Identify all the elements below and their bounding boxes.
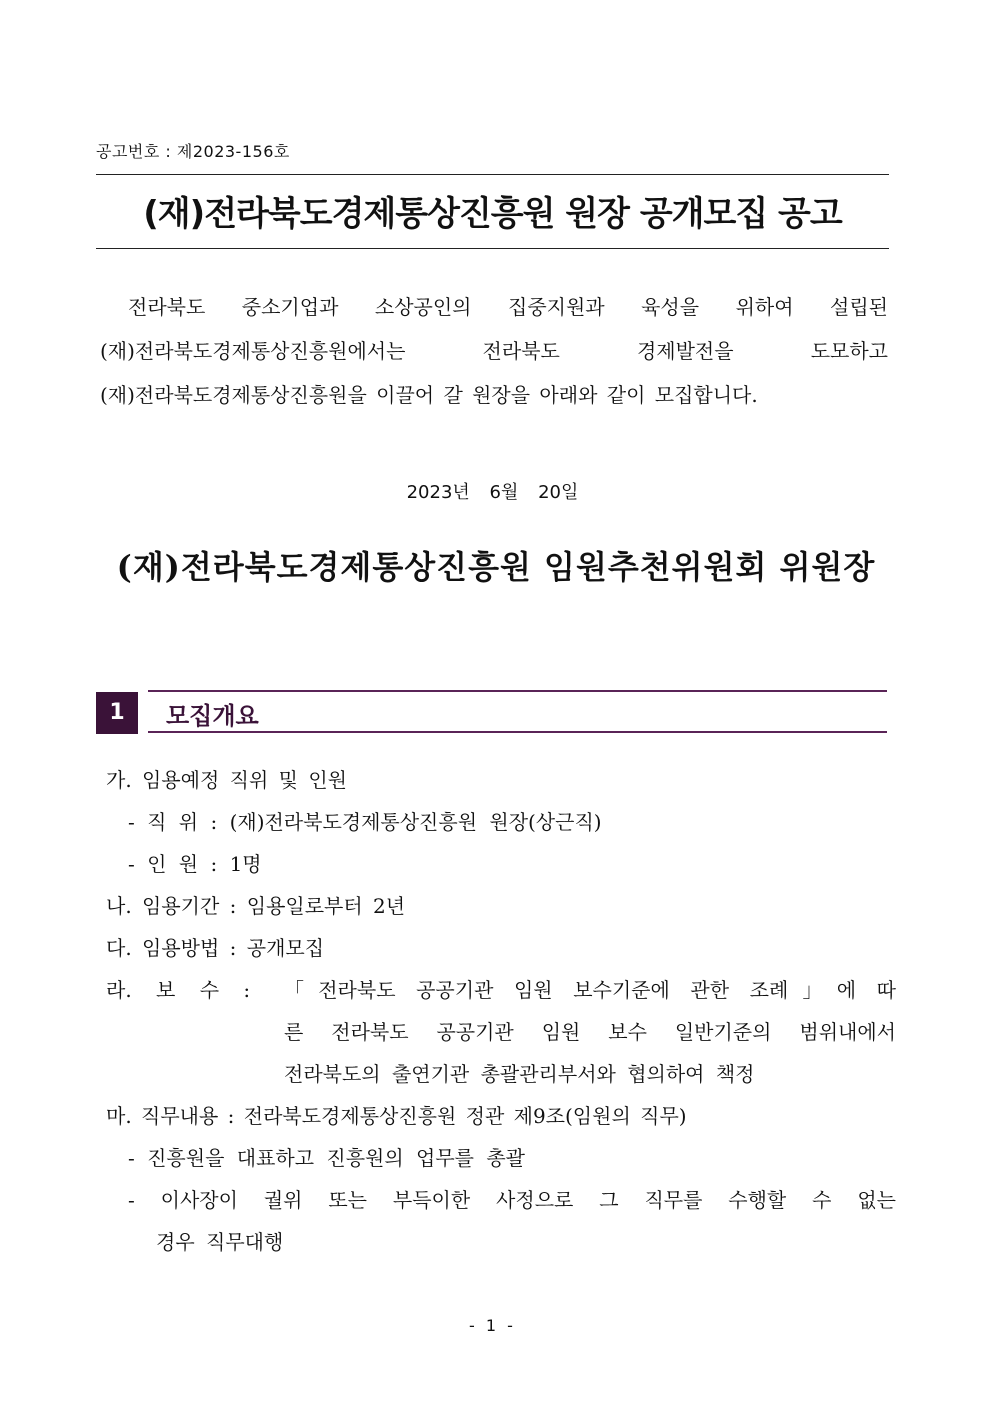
signer: (재)전라북도경제통상진흥원 임원추천위원회 위원장: [116, 548, 876, 586]
item-ra-line-3: 전라북도의 출연기관 총괄관리부서와 협의하여 책정: [284, 1062, 755, 1086]
intro-line-2: (재)전라북도경제통상진흥원에서는 전라북도 경제발전을 도모하고: [100, 339, 888, 363]
page-number: - 1 -: [469, 1316, 516, 1335]
notice-date: 2023년 6월 20일: [406, 482, 579, 503]
item-ra-line-2: 른 전라북도 공공기관 임원 보수 일반기준의 범위내에서: [284, 1020, 896, 1044]
item-da: 다. 임용방법 : 공개모집: [106, 936, 325, 960]
intro-line-3: (재)전라북도경제통상진흥원을 이끌어 갈 원장을 아래와 같이 모집합니다.: [100, 383, 758, 407]
item-ma: 마. 직무내용 : 전라북도경제통상진흥원 정관 제9조(임원의 직무): [106, 1104, 687, 1128]
section-header: [96, 690, 887, 734]
title-rule-bottom: [96, 248, 889, 249]
item-ma-duty-2-cont: 경우 직무대행: [156, 1230, 284, 1254]
intro-line-1: 전라북도 중소기업과 소상공인의 집중지원과 육성을 위하여 설립된: [128, 295, 888, 319]
intro-paragraph: [100, 285, 888, 417]
section-title: 모집개요: [166, 702, 259, 730]
item-ga: 가. 임용예정 직위 및 인원: [106, 768, 347, 792]
item-ga-position: - 직 위 : (재)전라북도경제통상진흥원 원장(상근직): [128, 810, 602, 834]
title-rule-top: [96, 174, 889, 175]
section-rule-bottom: [148, 731, 887, 733]
item-ra-line-1: 「전라북도 공공기관 임원 보수기준에 관한 조례」에 따: [284, 978, 896, 1002]
item-ra-label: 라. 보 수 :: [106, 978, 251, 1002]
section-rule-top: [148, 690, 887, 692]
item-ma-duty-2: - 이사장이 궐위 또는 부득이한 사정으로 그 직무를 수행할 수 없는: [128, 1188, 896, 1212]
section-number: 1: [96, 692, 138, 734]
item-ga-count: - 인 원 : 1명: [128, 852, 262, 876]
notice-number: 공고번호 : 제2023-156호: [96, 142, 290, 161]
item-na: 나. 임용기간 : 임용일로부터 2년: [106, 894, 406, 918]
item-ma-duty-1: - 진흥원을 대표하고 진흥원의 업무를 총괄: [128, 1146, 525, 1170]
document-title: (재)전라북도경제통상진흥원 원장 공개모집 공고: [143, 194, 842, 234]
